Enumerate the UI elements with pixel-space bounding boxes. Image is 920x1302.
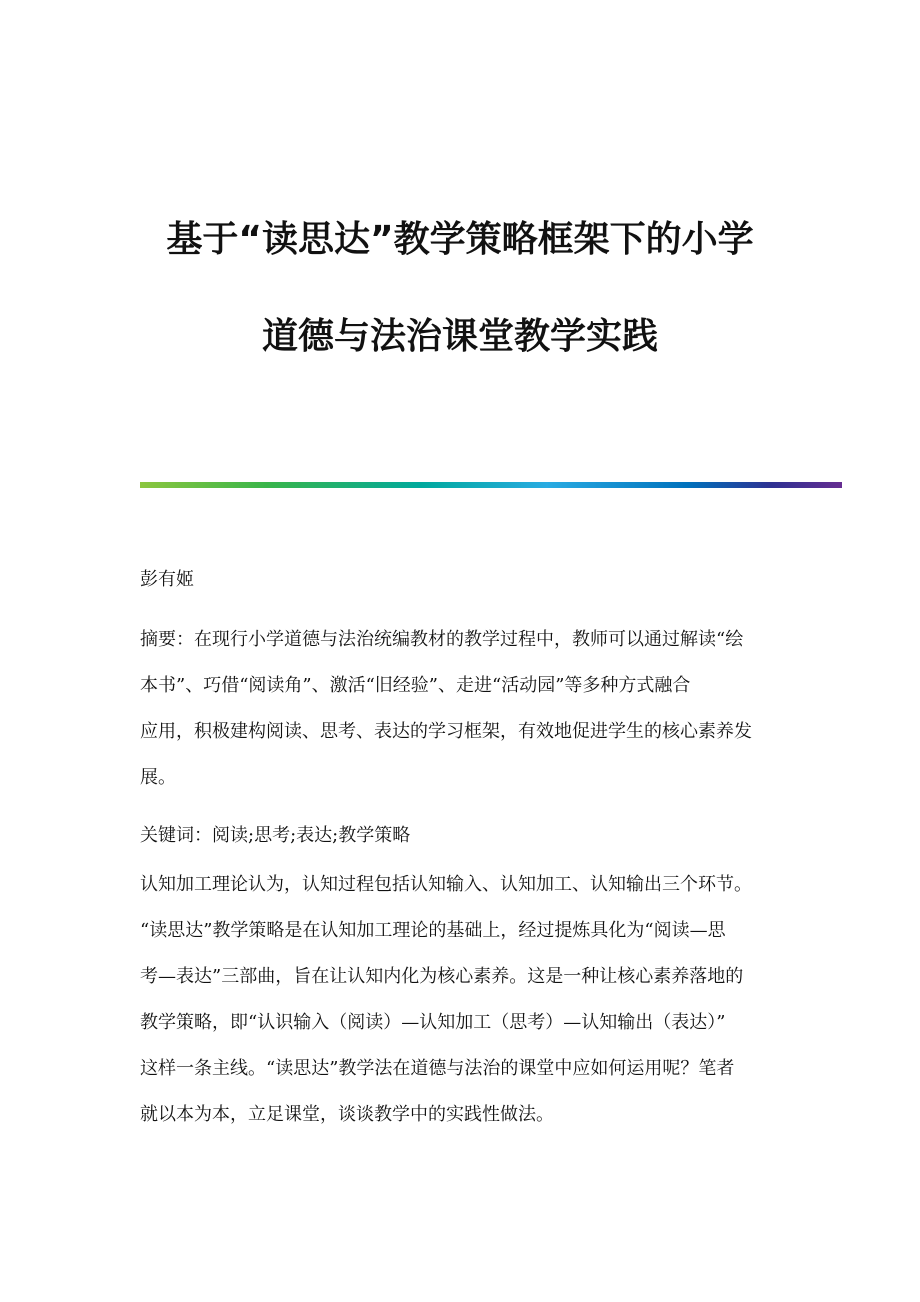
keywords-label: 关键词： — [140, 825, 212, 846]
document-title-line-1: 基于“读思达”教学策略框架下的小学 — [166, 219, 754, 260]
abstract-paragraph — [140, 617, 780, 801]
title-divider-rule — [140, 482, 842, 488]
body-line: 考—表达”三部曲，旨在让认知内化为核心素养。这是一种让核心素养落地的 — [140, 966, 744, 987]
abstract-line: 本书”、巧借“阅读角”、激活“旧经验”、走进“活动园”等多种方式融合 — [140, 675, 691, 696]
abstract-line: 摘要：在现行小学道德与法治统编教材的教学过程中，教师可以通过解读“绘 — [140, 629, 744, 650]
abstract-line: 展。 — [140, 767, 176, 788]
keywords-line — [140, 813, 780, 859]
keywords-row — [140, 813, 780, 859]
abstract-line: 应用，积极建构阅读、思考、表达的学习框架，有效地促进学生的核心素养发 — [140, 721, 752, 742]
body-line: 这样一条主线。“读思达”教学法在道德与法治的课堂中应如何运用呢？笔者 — [140, 1058, 735, 1079]
body-line: 教学策略，即“认识输入（阅读）—认知加工（思考）—认知输出（表达）” — [140, 1012, 726, 1033]
body-paragraph — [140, 862, 780, 1138]
body-line: 就以本为本，立足课堂，谈谈教学中的实践性做法。 — [140, 1104, 554, 1125]
body-line: 认知加工理论认为，认知过程包括认知输入、认知加工、认知输出三个环节。 — [140, 874, 752, 895]
body-line: “读思达”教学策略是在认知加工理论的基础上，经过提炼具化为“阅读—思 — [140, 920, 726, 941]
keywords-value: 阅读;思考;表达;教学策略 — [212, 825, 411, 846]
document-title-line-2: 道德与法治课堂教学实践 — [261, 316, 658, 357]
author-name: 彭有姬 — [140, 569, 194, 590]
